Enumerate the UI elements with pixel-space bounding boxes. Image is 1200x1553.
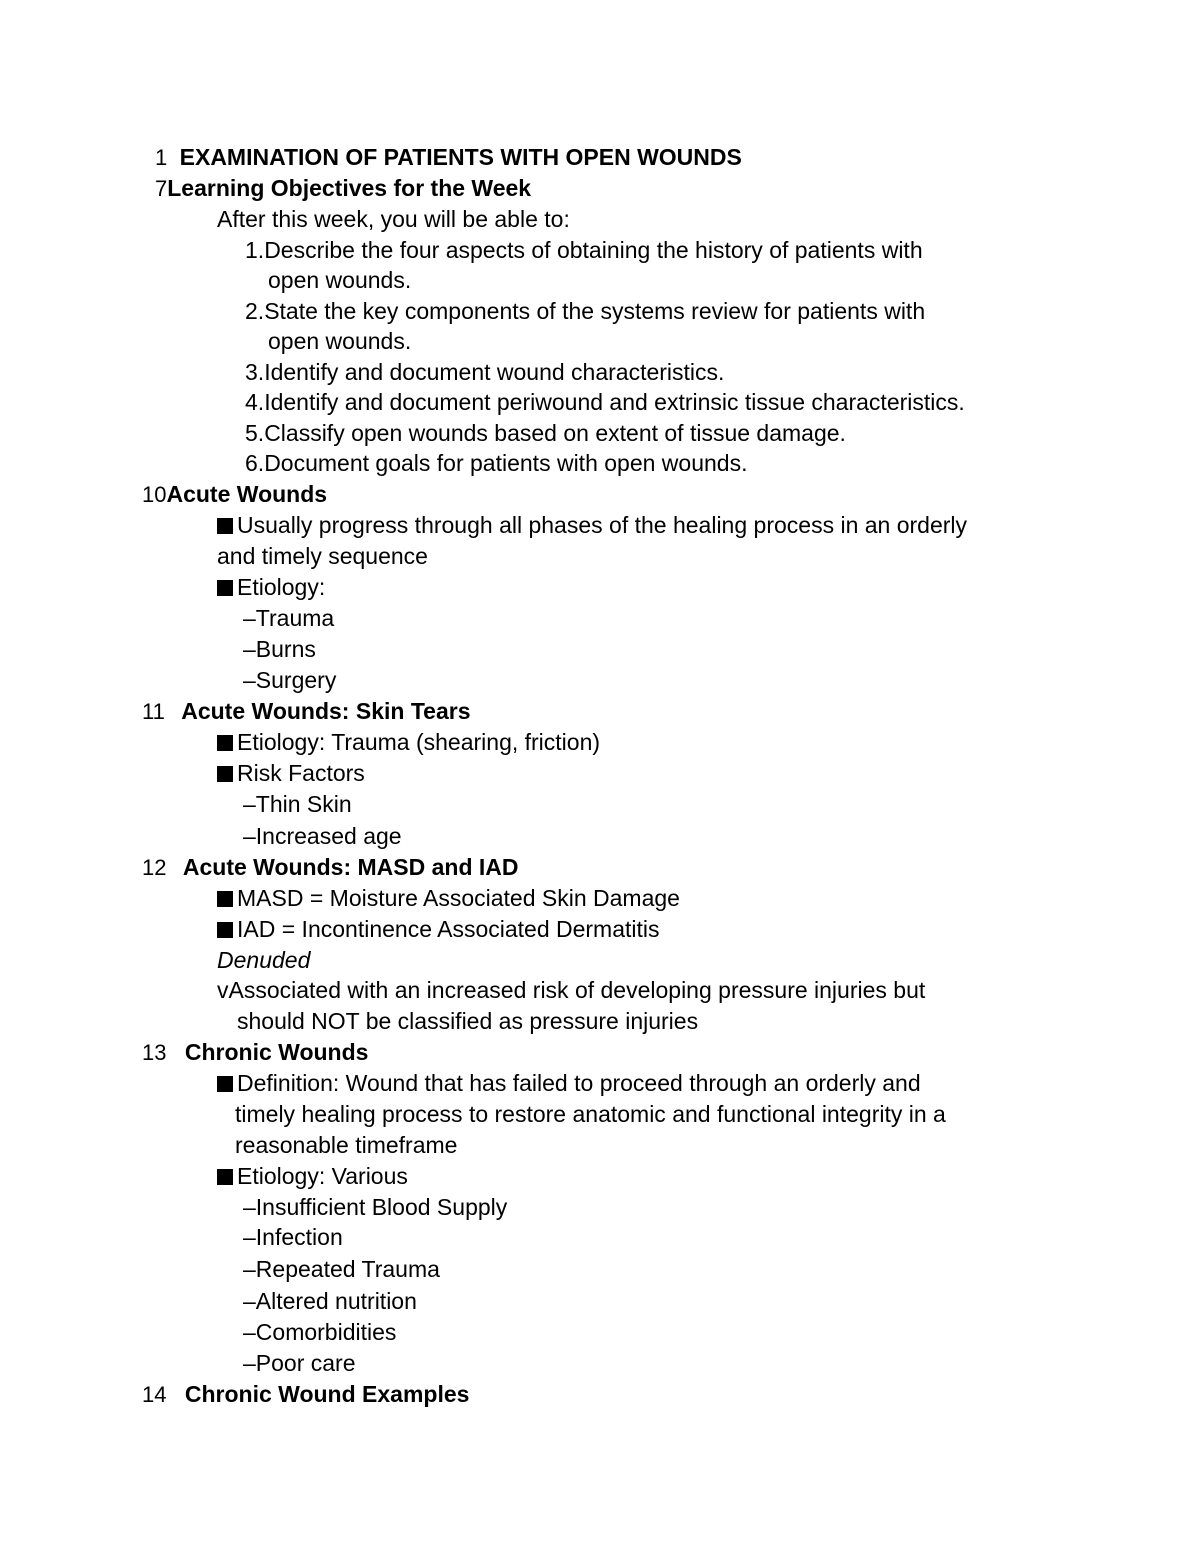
- sub-item: [243, 1254, 440, 1284]
- slide-number: 14: [142, 1382, 167, 1407]
- sub-item: [243, 821, 402, 851]
- objective-item: [245, 357, 724, 387]
- dash-icon: –: [243, 1319, 256, 1345]
- skin-tears-heading-line: [142, 696, 471, 726]
- square-bullet-icon: [217, 735, 233, 751]
- square-bullet-icon: [217, 766, 233, 782]
- objective-text: Classify open wounds based on extent of tissue damage.: [264, 420, 846, 446]
- sub-item-text: Burns: [255, 636, 316, 662]
- objectives-heading-line: [155, 173, 531, 203]
- objective-item: [245, 387, 965, 417]
- acute-heading-line: [142, 479, 327, 509]
- examples-heading-line: [142, 1379, 469, 1409]
- sub-item-text: Thin Skin: [255, 791, 352, 817]
- section-heading: Learning Objectives for the Week: [167, 175, 532, 201]
- sub-item-text: Trauma: [255, 605, 335, 631]
- square-bullet-icon: [217, 922, 233, 938]
- objective-text: State the key components of the systems review for patients with: [264, 298, 926, 324]
- sub-item-text: Increased age: [255, 823, 402, 849]
- sub-item: [243, 1192, 507, 1222]
- dash-icon: –: [243, 667, 256, 693]
- objectives-intro: After this week, you will be able to:: [217, 206, 570, 232]
- objective-text: Describe the four aspects of obtaining the history of patients with: [264, 237, 923, 263]
- bullet-text: Usually progress through all phases of the healing process in an orderly: [237, 512, 968, 538]
- objective-number: 4.: [245, 389, 265, 415]
- objective-text: Identify and document periwound and extrinsic tissue characteristics.: [264, 389, 965, 415]
- objective-item: [245, 448, 747, 478]
- objective-number: 1.: [245, 237, 265, 263]
- slide-number: 11: [142, 699, 165, 724]
- bullet-item: [217, 758, 365, 788]
- section-heading: Acute Wounds: [166, 481, 328, 507]
- bullet-item: [217, 1161, 408, 1191]
- sub-item: [243, 1317, 396, 1347]
- slide-number: 13: [142, 1040, 167, 1065]
- objective-text: Identify and document wound characteristics.: [264, 359, 725, 385]
- bullet-item: [217, 883, 680, 913]
- bullet-item: [217, 914, 660, 944]
- sub-item-text: Repeated Trauma: [255, 1256, 440, 1282]
- sub-item: [243, 1348, 356, 1378]
- dash-icon: –: [243, 791, 256, 817]
- bullet-text: IAD = Incontinence Associated Dermatitis: [237, 916, 660, 942]
- slide-number: 10: [142, 482, 167, 507]
- document-title: EXAMINATION OF PATIENTS WITH OPEN WOUNDS: [179, 144, 742, 170]
- sub-item-text: Infection: [255, 1224, 343, 1250]
- bullet-text-continued: timely healing process to restore anatomic and functional integrity in a: [235, 1101, 946, 1127]
- objective-number: 5.: [245, 420, 265, 446]
- sub-item-text: Insufficient Blood Supply: [255, 1194, 508, 1220]
- bullet-text: Etiology:: [237, 574, 326, 600]
- objective-item: [245, 296, 925, 326]
- document-title-line: [155, 142, 742, 172]
- masd-heading-line: [142, 852, 519, 882]
- bullet-text-continued: reasonable timeframe: [235, 1132, 458, 1158]
- dash-icon: –: [243, 1288, 256, 1314]
- bullet-item: [217, 572, 325, 602]
- square-bullet-icon: [217, 1076, 233, 1092]
- sub-item: [243, 634, 316, 664]
- slide-number: 1: [155, 145, 168, 170]
- slide-number: 7: [155, 176, 168, 201]
- objective-text-continued: open wounds.: [268, 267, 412, 293]
- section-heading: Chronic Wounds: [184, 1039, 369, 1065]
- objective-text: Document goals for patients with open wounds.: [264, 450, 748, 476]
- sub-item: [243, 1222, 343, 1252]
- sub-item-text: Surgery: [255, 667, 337, 693]
- sub-item-text: Altered nutrition: [255, 1288, 417, 1314]
- chronic-heading-line: [142, 1037, 368, 1067]
- bullet-item: [217, 510, 967, 540]
- square-bullet-icon: [217, 518, 233, 534]
- objective-number: 2.: [245, 298, 265, 324]
- bullet-text: Etiology: Various: [237, 1163, 408, 1189]
- sub-item: [243, 603, 334, 633]
- slide-number: 12: [142, 855, 167, 880]
- dash-icon: –: [243, 823, 256, 849]
- bullet-text-continued: and timely sequence: [217, 543, 428, 569]
- bullet-text: Definition: Wound that has failed to proceed through an orderly and: [237, 1070, 921, 1096]
- sub-item: [243, 1286, 417, 1316]
- objective-item: [245, 418, 846, 448]
- bullet-item: [217, 1068, 921, 1098]
- bullet-text: MASD = Moisture Associated Skin Damage: [237, 885, 680, 911]
- dash-icon: –: [243, 1350, 256, 1376]
- square-bullet-icon: [217, 580, 233, 596]
- bullet-item: [217, 727, 600, 757]
- objective-number: 3.: [245, 359, 265, 385]
- dash-icon: –: [243, 1194, 256, 1220]
- objective-number: 6.: [245, 450, 265, 476]
- sub-item: [243, 789, 352, 819]
- section-heading: Chronic Wound Examples: [184, 1381, 470, 1407]
- section-heading: Acute Wounds: Skin Tears: [181, 698, 471, 724]
- dash-icon: –: [243, 1256, 256, 1282]
- dash-icon: –: [243, 605, 256, 631]
- sub-item: [243, 665, 336, 695]
- square-bullet-icon: [217, 891, 233, 907]
- bullet-text: Etiology: Trauma (shearing, friction): [237, 729, 601, 755]
- sub-item-text: Poor care: [255, 1350, 356, 1376]
- objective-item: [245, 235, 923, 265]
- section-heading: Acute Wounds: MASD and IAD: [182, 854, 519, 880]
- objective-text-continued: open wounds.: [268, 328, 412, 354]
- italic-term: Denuded: [217, 947, 311, 973]
- bullet-text: Risk Factors: [237, 760, 365, 786]
- dash-icon: –: [243, 636, 256, 662]
- sub-item-text: Comorbidities: [255, 1319, 397, 1345]
- dash-icon: –: [243, 1224, 256, 1250]
- note-text-continued: should NOT be classified as pressure injuries: [237, 1008, 699, 1034]
- square-bullet-icon: [217, 1169, 233, 1185]
- note-text: vAssociated with an increased risk of developing pressure injuries but: [217, 977, 926, 1003]
